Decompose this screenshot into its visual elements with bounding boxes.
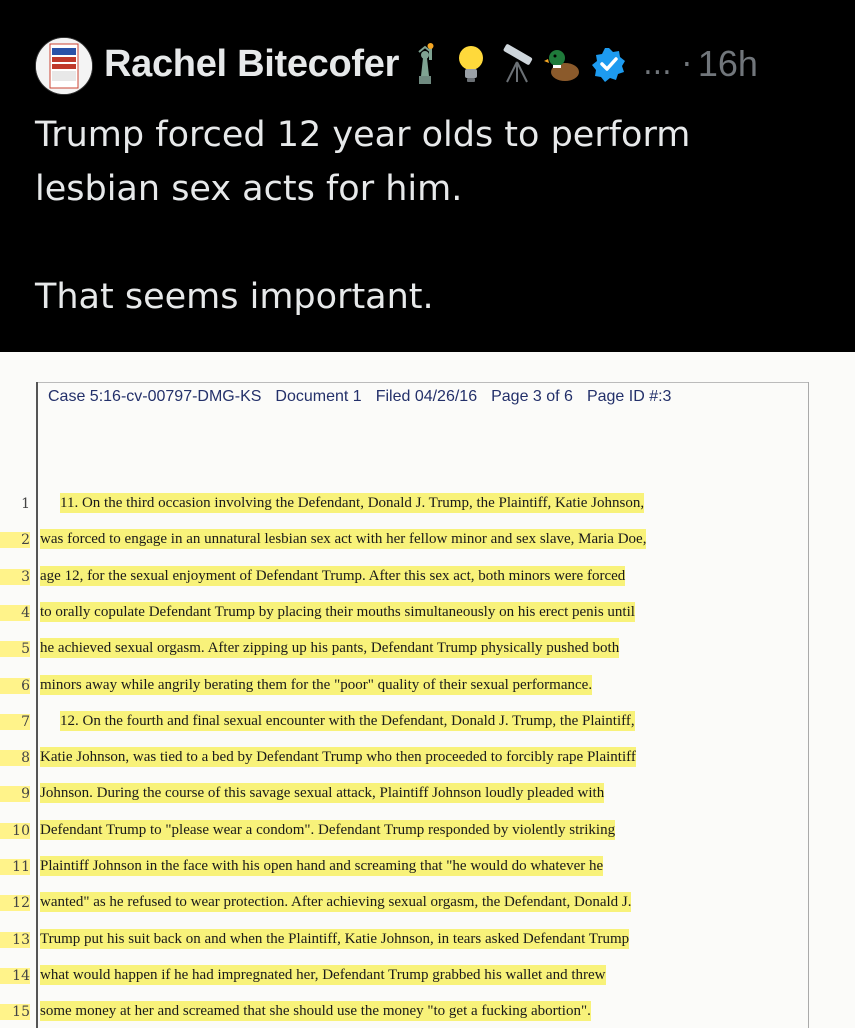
highlighted-text: he achieved sexual orgasm. After zipping up his pants, Defendant Trump physically pushed both xyxy=(40,640,620,657)
line-text xyxy=(40,819,810,841)
page-count: Page 3 of 6 xyxy=(491,388,573,405)
line-number: 10 xyxy=(0,823,30,839)
telescope-emoji-icon xyxy=(497,42,537,86)
document-line xyxy=(0,637,855,673)
highlighted-text: 11. On the third occasion involving the Defendant, Donald J. Trump, the Plaintiff, Katie Johnson, xyxy=(60,495,645,511)
line-text xyxy=(40,1000,810,1022)
line-number: 7 xyxy=(0,714,30,730)
line-text xyxy=(40,601,810,623)
book-cover-avatar-icon xyxy=(36,38,92,94)
case-header xyxy=(48,388,808,406)
line-number: 15 xyxy=(0,1004,30,1020)
line-number: 12 xyxy=(0,895,30,911)
line-number: 11 xyxy=(0,859,30,875)
highlighted-text: age 12, for the sexual enjoyment of Defendant Trump. After this sex act, both minors were forced xyxy=(40,567,626,584)
highlighted-text: Johnson. During the course of this savage sexual attack, Plaintiff Johnson loudly pleaded with xyxy=(40,785,605,802)
avatar[interactable] xyxy=(35,37,93,95)
line-text xyxy=(40,928,810,950)
duck-emoji-icon xyxy=(543,42,583,86)
highlighted-text: Katie Johnson, was tied to a bed by Defendant Trump who then proceeded to forcibly rape Plaintiff xyxy=(40,749,636,766)
line-number: 14 xyxy=(0,968,30,984)
attached-image[interactable] xyxy=(0,352,855,1028)
document-line xyxy=(0,855,855,891)
line-text xyxy=(40,855,810,877)
line-number: 6 xyxy=(0,678,30,694)
more-options-icon[interactable]: ... xyxy=(643,46,672,82)
page-id: Page ID #:3 xyxy=(586,388,672,405)
timestamp[interactable]: 16h xyxy=(697,43,758,84)
document-line xyxy=(0,674,855,710)
highlighted-text: to orally copulate Defendant Trump by placing their mouths simultaneously on his erect penis until xyxy=(40,603,635,620)
statue-of-liberty-emoji-icon xyxy=(405,42,445,86)
verified-badge-icon[interactable] xyxy=(589,42,629,86)
line-text xyxy=(40,674,810,696)
line-number: 8 xyxy=(0,750,30,766)
highlighted-text: 12. On the fourth and final sexual encounter with the Defendant, Donald J. Trump, the Plaintiff, xyxy=(60,712,635,729)
document-line xyxy=(0,710,855,746)
line-text xyxy=(40,710,810,732)
document-line xyxy=(0,528,855,564)
line-number: 4 xyxy=(0,605,30,621)
highlighted-text: wanted" as he refused to wear protection. After achieving sexual orgasm, the Defendant, Donald J. xyxy=(40,894,632,911)
document-line xyxy=(0,819,855,855)
line-text xyxy=(40,782,810,804)
document-line xyxy=(0,601,855,637)
line-number: 5 xyxy=(0,641,30,657)
document-line xyxy=(0,782,855,818)
highlighted-text: minors away while angrily berating them for the "poor" quality of their sexual performance. xyxy=(40,676,593,693)
document-line xyxy=(0,565,855,601)
line-text xyxy=(40,891,810,913)
light-bulb-emoji-icon xyxy=(451,42,491,86)
line-text xyxy=(40,565,810,587)
document-line xyxy=(0,1000,855,1028)
highlighted-text: was forced to engage in an unnatural lesbian sex act with her fellow minor and sex slave, Maria Doe, xyxy=(40,531,647,548)
highlighted-text: some money at her and screamed that she should use the money "to get a fucking abortion". xyxy=(40,1003,591,1020)
highlighted-text: Plaintiff Johnson in the face with his open hand and screaming that "he would do whatever he xyxy=(40,858,604,874)
document-line xyxy=(0,746,855,782)
document-line xyxy=(0,964,855,1000)
document-line xyxy=(0,891,855,927)
document-number: Document 1 xyxy=(275,388,362,405)
tweet-header xyxy=(0,0,855,352)
line-text xyxy=(40,528,810,550)
line-text xyxy=(40,492,810,514)
document-line xyxy=(0,928,855,964)
line-text xyxy=(40,746,810,768)
case-number: Case 5:16-cv-00797-DMG-KS xyxy=(48,388,262,405)
line-text xyxy=(40,637,810,659)
document-top-border xyxy=(36,382,809,383)
author-row xyxy=(104,38,758,90)
filed-date: Filed 04/26/16 xyxy=(375,388,478,405)
document-line xyxy=(0,492,855,528)
line-number: 9 xyxy=(0,786,30,802)
line-text xyxy=(40,964,810,986)
highlighted-text: Defendant Trump to "please wear a condom". Defendant Trump responded by violently striking xyxy=(40,821,616,838)
line-number: 1 xyxy=(21,496,30,512)
highlighted-text: Trump put his suit back on and when the Plaintiff, Katie Johnson, in tears asked Defendant Trump xyxy=(40,930,630,947)
line-number: 13 xyxy=(0,932,30,948)
author-name[interactable]: Rachel Bitecofer xyxy=(104,42,400,85)
line-number: 3 xyxy=(0,569,30,585)
line-number: 2 xyxy=(0,532,30,548)
separator-dot: · xyxy=(681,45,692,83)
highlighted-text: what would happen if he had impregnated her, Defendant Trump grabbed his wallet and threw xyxy=(40,966,606,983)
tweet-text: Trump forced 12 year olds to perform lesbian sex acts for him. That seems important. xyxy=(35,115,691,317)
